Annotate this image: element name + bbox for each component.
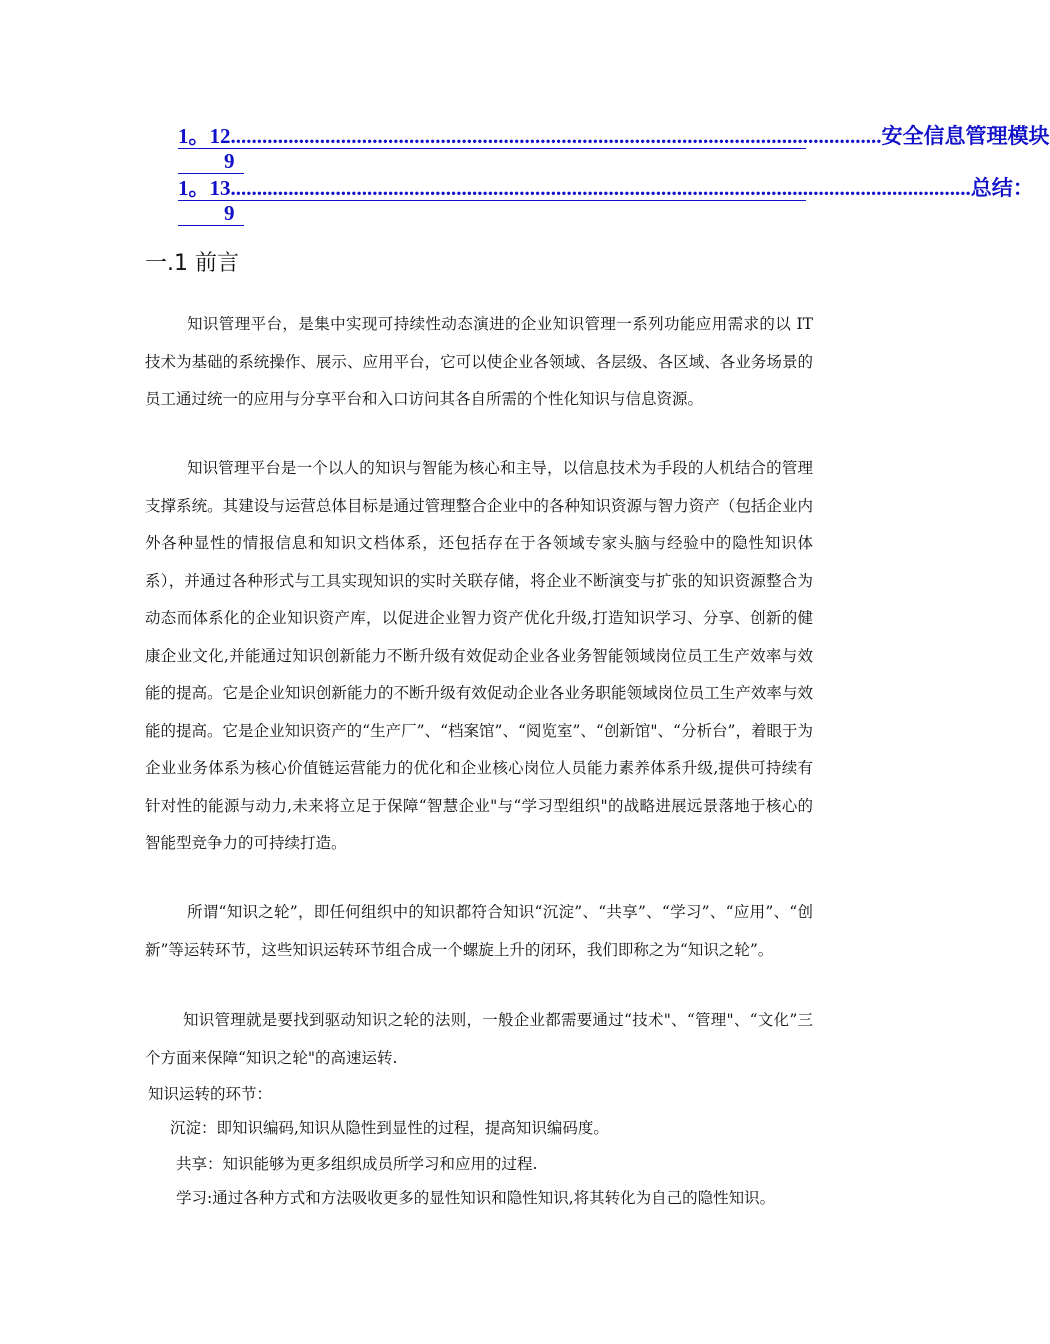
- toc-title: 安全信息管理模块: [881, 124, 1050, 148]
- section-heading: 一.1 前言: [145, 251, 239, 276]
- toc-page-number[interactable]: 9: [178, 149, 244, 174]
- list-item: 沉淀：即知识编码,知识从隐性到显性的过程，提高知识编码度。: [170, 1119, 609, 1137]
- toc-page-number[interactable]: 9: [178, 201, 244, 226]
- list-item: 学习:通过各种方式和方法吸收更多的显性知识和隐性知识,将其转化为自己的隐性知识。: [176, 1189, 776, 1207]
- toc-leader-dots: ............................................................................................................................................: [235, 176, 971, 200]
- toc-title: 总结：: [970, 176, 1034, 200]
- body-paragraph: 知识管理平台，是集中实现可持续性动态演进的企业知识管理一系列功能应用需求的以 IT 技术为基础的系统操作、展示、应用平台，它可以使企业各领域、各层级、各区域、各业务场景的员工通过统一的应用与分享平台和入口访问其各自所需的个性化知识与信息资源。: [145, 315, 813, 408]
- toc-entry[interactable]: [178, 176, 1034, 226]
- toc-number: 1。13.: [178, 176, 236, 200]
- toc-link[interactable]: [178, 124, 1050, 149]
- toc-entry[interactable]: [178, 124, 1050, 174]
- list-item: 共享：知识能够为更多组织成员所学习和应用的过程.: [176, 1155, 538, 1173]
- body-paragraph: 所谓“知识之轮”，即任何组织中的知识都符合知识“沉淀”、“共享”、“学习”、“应用”、“创新”等运转环节，这些知识运转环节组合成一个螺旋上升的闭环，我们即称之为“知识之轮”。: [145, 903, 813, 959]
- list-heading: 知识运转的环节：: [148, 1085, 273, 1103]
- body-paragraph: 知识管理平台是一个以人的知识与智能为核心和主导，以信息技术为手段的人机结合的管理支撑系统。其建设与运营总体目标是通过管理整合企业中的各种知识资源与智力资产（包括企业内外各种显性的情报信息和知识文档体系，还包括存在于各领域专家头脑与经验中的隐性知识体系），并通过各种形式与工具实现知识的实时关联存储，将企业不断演变与扩张的知识资源整合为动态而体系化的企业知识资产库，以促进企业智力资产优化升级,打造知识学习、分享、创新的健康企业文化,并能通过知识创新能力不断升级有效促动企业各业务智能领域岗位员工生产效率与效能的提高。它是企业知识创新能力的不断升级有效促动企业各业务职能领域岗位员工生产效率与效能的提高。它是企业知识资产的“生产厂”、“档案馆”、“阅览室”、“创新馆"、“分析台”，着眼于为企业业务体系为核心价值链运营能力的优化和企业核心岗位人员能力素养体系升级,提供可持续有针对性的能源与动力,未来将立足于保障“智慧企业"与“学习型组织"的战略进展远景落地于核心的智能型竞争力的可持续打造。: [145, 459, 813, 852]
- toc-link[interactable]: [178, 176, 1034, 201]
- toc-leader-dots: ............................................................................................................................: [230, 124, 882, 148]
- body-paragraph: 知识管理就是要找到驱动知识之轮的法则，一般企业都需要通过“技术"、“管理"、“文化”三个方面来保障“知识之轮"的高速运转.: [145, 1011, 813, 1067]
- toc-number: 1。12: [178, 124, 231, 148]
